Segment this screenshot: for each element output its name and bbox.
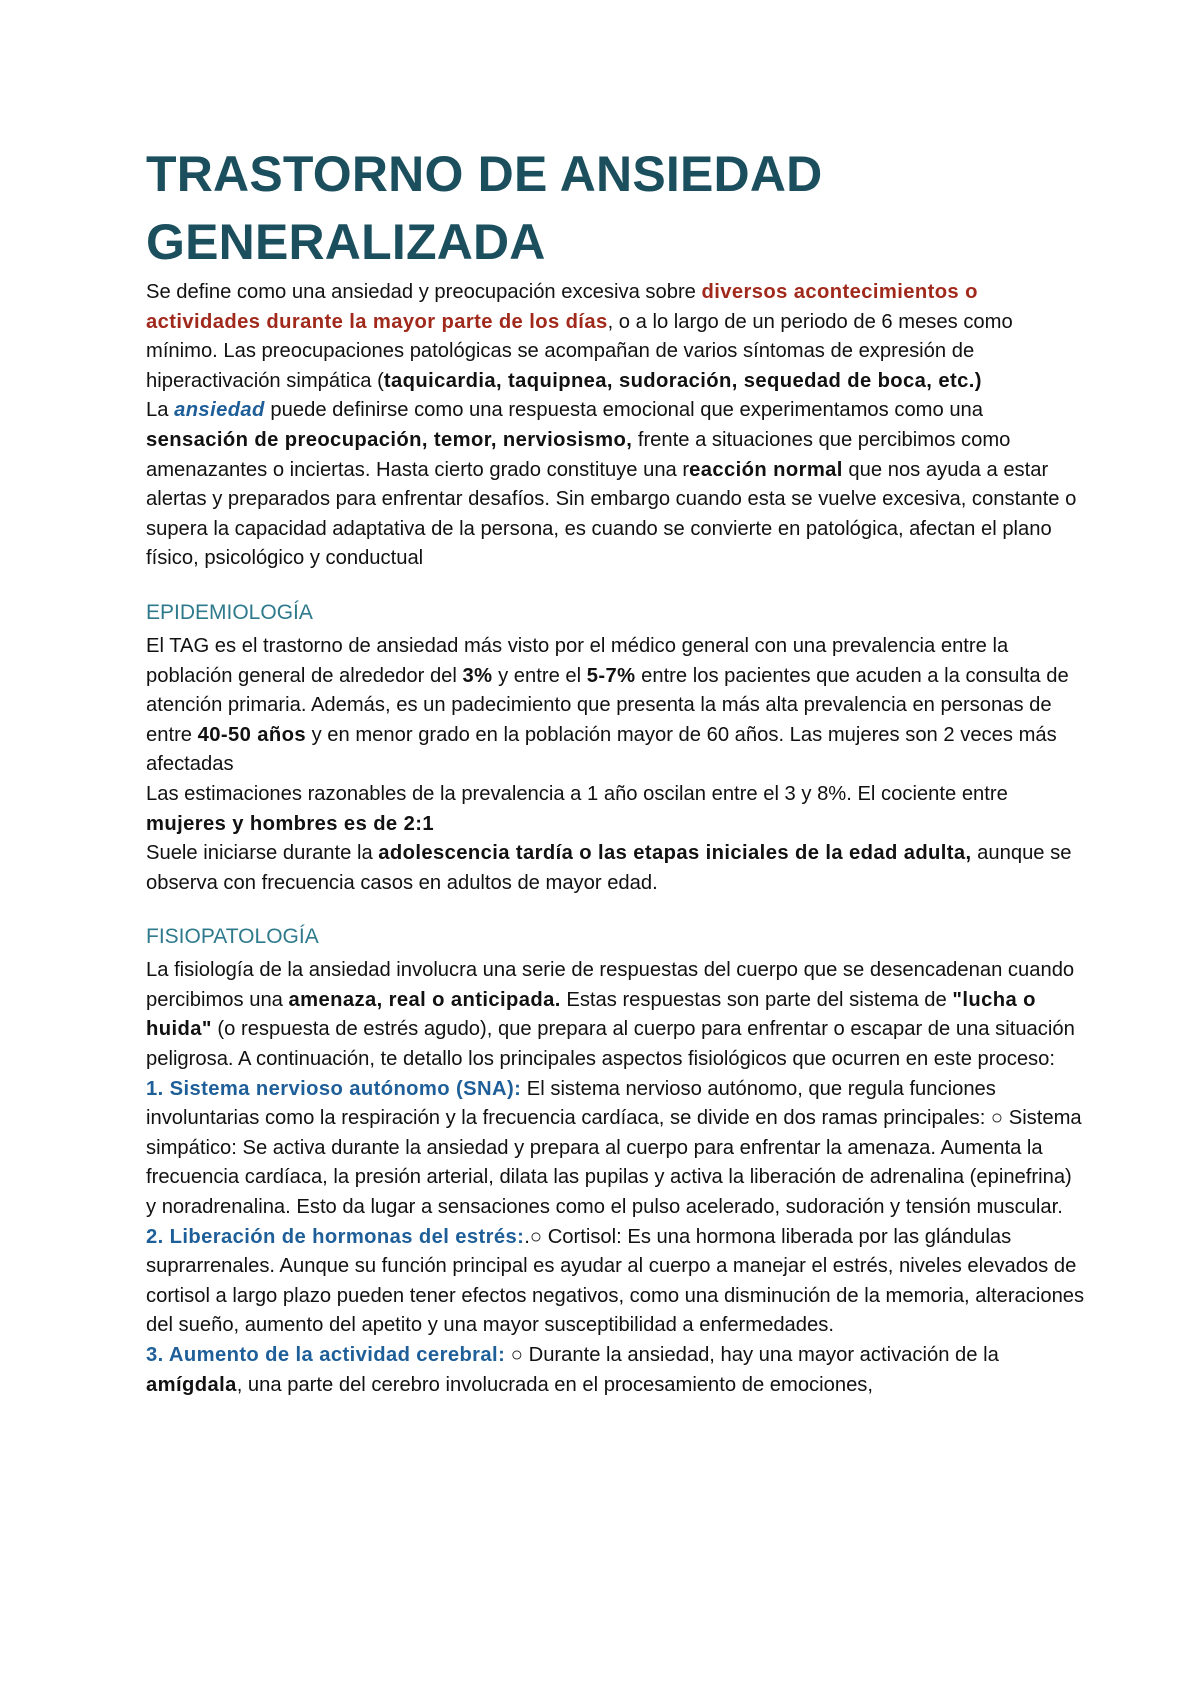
epidemiologia-paragraph-3 — [146, 839, 1086, 898]
text-span: entre los pacientes que acuden a la consulta de atención primaria. Además, es un padecimiento que presenta la más alta prevalencia en personas de entre — [146, 664, 1069, 746]
text-span: y en menor grado en la población mayor de 60 años. Las mujeres son 2 veces más afectadas — [146, 723, 1057, 776]
page-title: TRASTORNO DE ANSIEDAD GENERALIZADA — [146, 146, 823, 270]
text-span: La — [146, 399, 175, 422]
bold-span: eacción normal — [689, 458, 843, 481]
item-heading: 3. Aumento de la actividad cerebral: — [146, 1344, 506, 1366]
fisiopatologia-paragraph-intro — [146, 956, 1086, 1074]
text-span: aunque se observa con frecuencia casos en adultos de mayor edad. — [146, 842, 1072, 894]
text-span: Se define como una ansiedad y preocupación excesiva sobre — [146, 281, 702, 303]
bold-span: 40-50 años — [197, 723, 306, 746]
intro-paragraph-definition — [146, 278, 1086, 396]
text-span: , una parte del cerebro involucrada en el procesamiento de emociones, — [236, 1373, 874, 1396]
text-span: .○ Cortisol: Es una hormona liberada por las glándulas suprarrenales. Aunque su función principal es ayudar al cuerpo a manejar el estrés, niveles elevados de cortisol a largo plazo pueden tener efectos negativos, como una disminución de la memoria, alteraciones del sueño, aumento del apetito y una mayor susceptibilidad a enfermedades. — [146, 1225, 1085, 1337]
item-heading: 1. Sistema nervioso autónomo (SNA): — [146, 1077, 522, 1100]
intro-paragraph-anxiety — [146, 396, 1086, 574]
text-span: Estas respuestas son parte del sistema de — [560, 988, 953, 1011]
fisiopatologia-item-3 — [146, 1341, 1086, 1400]
text-span: puede definirse como una respuesta emocional que experimentamos como una — [264, 399, 984, 422]
text-span: frente a situaciones que percibimos como amenazantes o inciertas. Hasta cierto grado constituye una r — [146, 428, 1011, 481]
bold-span: 5-7% — [586, 664, 636, 687]
text-span: (o respuesta de estrés agudo), que prepara al cuerpo para enfrentar o escapar de una situación peligrosa. A continuación, te detallo los principales aspectos fisiológicos que ocurren en este proceso: — [146, 1018, 1075, 1071]
text-span: El TAG es el trastorno de ansiedad más visto por el médico general con una prevalencia entre la población general de alrededor del — [146, 634, 1009, 687]
bold-span: amenaza, real o anticipada. — [288, 988, 561, 1011]
keyword-ansiedad: ansiedad — [174, 399, 265, 422]
text-span: El sistema nervioso autónomo, que regula funciones involuntarias como la respiración y la frecuencia cardíaca, se divide en dos ramas principales: ○ Sistema simpático: Se activa durante la ansiedad y prepara al cuerpo para enfrentar la amenaza. Aumenta la frecuencia cardíaca, la presión arterial, dilata las pupilas y activa la liberación de adrenalina (epinefrina) y noradrenalina. Esto da lugar a sensaciones como el pulso acelerado, sudoración y tensión muscular. — [146, 1077, 1082, 1219]
text-span: La fisiología de la ansiedad involucra una serie de respuestas del cuerpo que se desencadenan cuando percibimos una — [146, 959, 1075, 1011]
epidemiologia-paragraph-2 — [146, 780, 1086, 839]
bold-span: adolescencia tardía o las etapas iniciales de la edad adulta, — [378, 842, 972, 865]
text-span: Suele iniciarse durante la — [146, 842, 379, 865]
document-page — [146, 140, 1086, 1400]
bold-span: mujeres y hombres es de 2:1 — [146, 812, 434, 835]
section-heading-fisiopatologia: FISIOPATOLOGÍA — [146, 925, 319, 949]
bold-span: "lucha o huida" — [146, 988, 1036, 1041]
bold-span: 3% — [462, 664, 493, 687]
bold-span: amígdala — [146, 1373, 237, 1396]
text-span: ○ Durante la ansiedad, hay una mayor activación de la — [505, 1344, 999, 1366]
text-span: y entre el — [492, 664, 587, 687]
symptoms-bold: taquicardia, taquipnea, sudoración, sequedad de boca, etc.) — [383, 369, 982, 392]
text-span: que nos ayuda a estar alertas y preparados para enfrentar desafíos. Sin embargo cuando esta se vuelve excesiva, constante o supera la capacidad adaptativa de la persona, es cuando se convierte en patológica, afectan el plano físico, psicológico y conductual — [146, 458, 1077, 570]
fisiopatologia-item-1 — [146, 1075, 1086, 1223]
epidemiologia-paragraph-1 — [146, 632, 1086, 780]
text-span: , o a lo largo de un periodo de 6 meses como mínimo. Las preocupaciones patológicas se acompañan de varios síntomas de expresión de hiperactivación simpática ( — [146, 310, 1013, 392]
text-span: Las estimaciones razonables de la prevalencia a 1 año oscilan entre el 3 y 8%. El cociente entre — [146, 782, 1008, 805]
fisiopatologia-item-2 — [146, 1223, 1086, 1341]
section-heading-epidemiologia: EPIDEMIOLOGÍA — [146, 600, 313, 624]
highlight-red: diversos acontecimientos o actividades durante la mayor parte de los días — [146, 281, 978, 333]
item-heading: 2. Liberación de hormonas del estrés: — [146, 1225, 525, 1248]
bold-span: sensación de preocupación, temor, nerviosismo, — [146, 428, 633, 451]
